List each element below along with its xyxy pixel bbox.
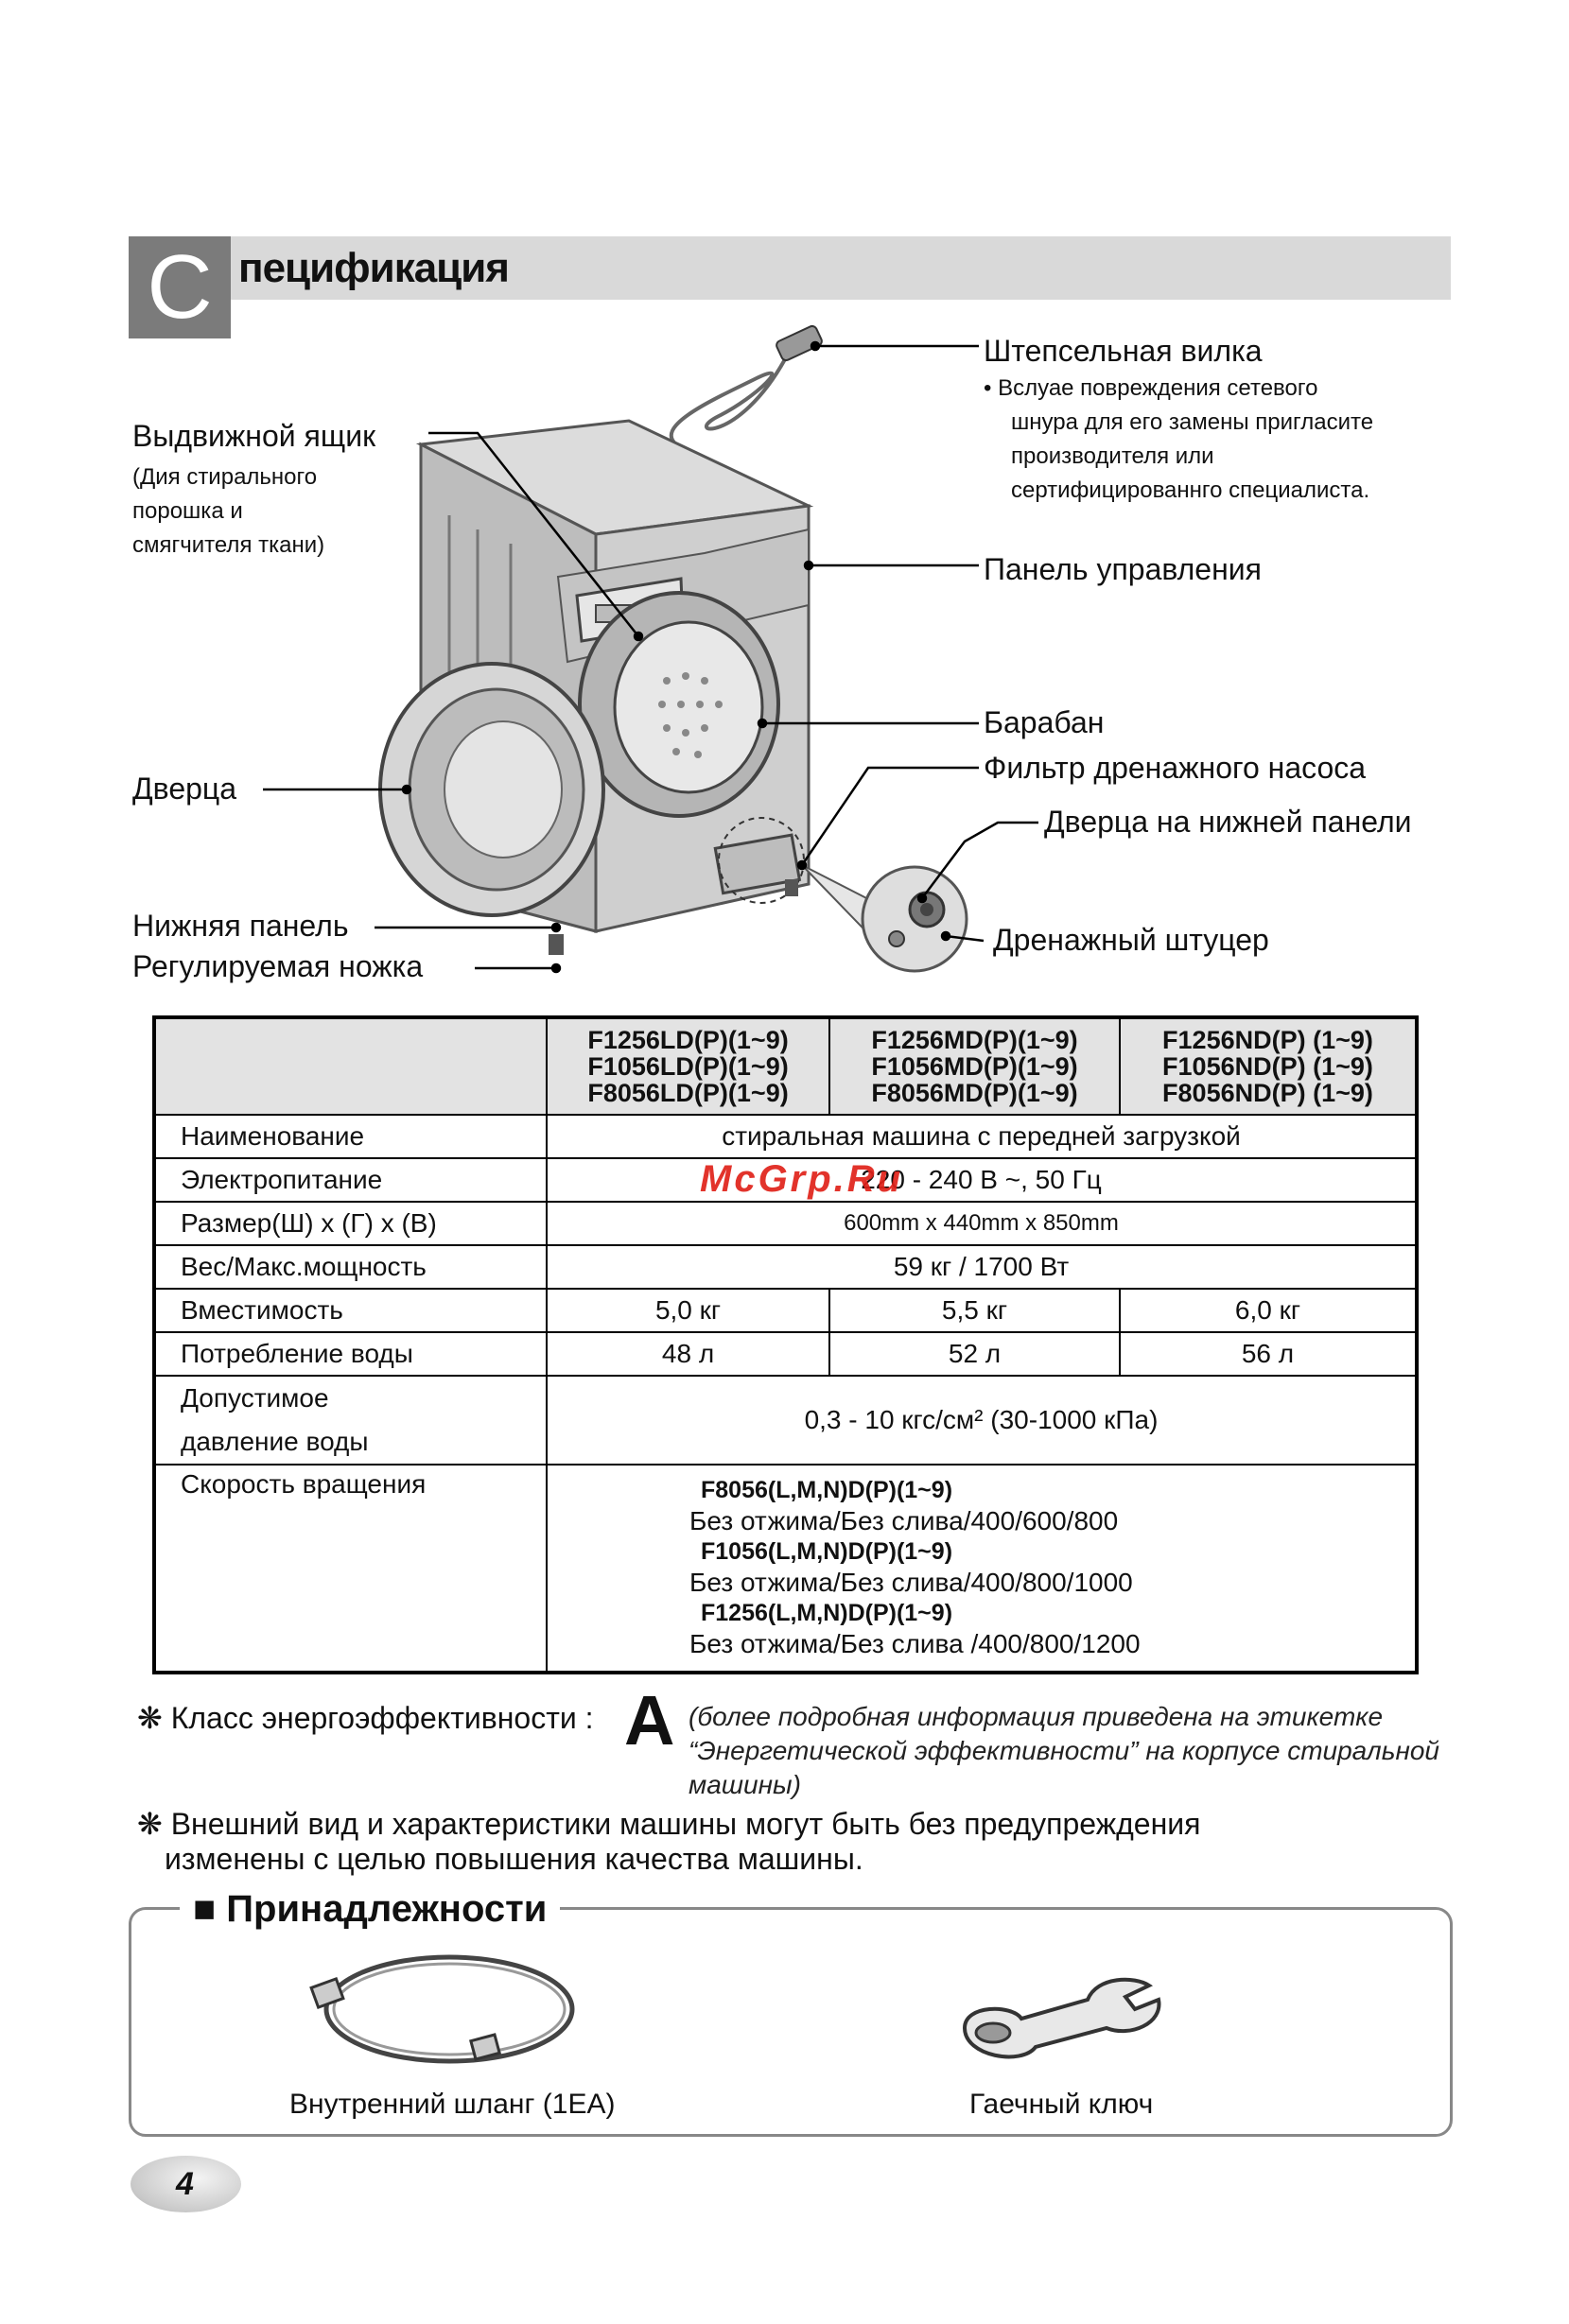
label-pump-filter: Фильтр дренажного насоса: [984, 751, 1367, 785]
page-number: 4: [176, 2166, 194, 2202]
wrench-icon: [946, 1948, 1173, 2071]
table-row: Допустимое давление воды 0,3 - 10 кгс/см² (30-1000 кПа): [154, 1376, 1417, 1465]
table-row: Вместимость 5,0 кг 5,5 кг 6,0 кг: [154, 1289, 1417, 1332]
table-row: Вес/Макс.мощность 59 кг / 1700 Вт: [154, 1245, 1417, 1289]
energy-class-badge: A: [624, 1681, 675, 1760]
table-row: Размер(Ш) x (Г) x (В) 600mm x 440mm x 850mm: [154, 1202, 1417, 1245]
label-door: Дверца: [132, 772, 237, 806]
spec-table: [152, 1015, 1419, 1674]
header-initial-letter: С: [147, 236, 213, 338]
label-lower-door: Дверца на нижней панели: [1044, 805, 1412, 839]
table-row: Наименование стиральная машина с передней загрузкой: [154, 1115, 1417, 1158]
adjustable-foot: [549, 934, 564, 955]
label-lower-panel: Нижняя панель: [132, 909, 349, 943]
change-note-line-2: изменены с целью повышения качества машины.: [165, 1842, 863, 1876]
table-row: Электропитание 220 - 240 В ~, 50 Гц: [154, 1158, 1417, 1202]
accessory-wrench-caption: Гаечный ключ: [969, 2089, 1154, 2120]
watermark: McGrp.Ru: [700, 1158, 904, 1200]
machine-door: [380, 664, 603, 915]
energy-class-label: ❋ Класс энергоэффективности :: [137, 1701, 594, 1735]
inlet-hose-icon: [303, 1943, 586, 2075]
label-drain-nozzle: Дренажный штуцер: [993, 923, 1269, 957]
drum: [615, 622, 762, 792]
page-title: пецификация: [238, 245, 509, 291]
label-adjustable-foot: Регулируемая ножка: [132, 949, 424, 983]
energy-info: (более подробная информация приведена на этикетке “Энергетической эффективности” на корпусе стиральной машины): [689, 1702, 1439, 1799]
drain-nozzle-zoom: [863, 867, 967, 971]
table-row: Скорость вращения F8056(L,M,N)D(P)(1~9) Без отжима/Без слива/400/600/800 F1056(L,M,N)D(P)(1~9) Без отжима/Без слива/400/800/1000 F1256(L,M,N)D(P)(1~9) Без отжима/Без слива /400/800/1200: [154, 1465, 1417, 1673]
label-plug-note: • Вслуае повреждения сетевого шнура для его замены пригласите производителя или сертифицированнго специалиста.: [984, 372, 1373, 508]
label-control-panel: Панель управления: [984, 552, 1262, 586]
table-row: Потребление воды 48 л 52 л 56 л: [154, 1332, 1417, 1376]
label-drawer: Выдвижной ящик: [132, 419, 376, 453]
accessory-hose-caption: Внутренний шланг (1EA): [289, 2089, 616, 2120]
plug-note-line-1: • Вслуае повреждения сетевого: [984, 375, 1318, 401]
header-empty-cell: [154, 1017, 547, 1115]
model-group-md: F1256MD(P)(1~9) F1056MD(P)(1~9) F8056MD(P)(1~9): [829, 1017, 1120, 1115]
accessories-title: ■ Принадлежности: [180, 1885, 560, 1933]
spin-speeds-cell: F8056(L,M,N)D(P)(1~9) Без отжима/Без слива/400/600/800 F1056(L,M,N)D(P)(1~9) Без отжима/Без слива/400/800/1000 F1256(L,M,N)D(P)(1~9) Без отжима/Без слива /400/800/1200: [547, 1465, 1417, 1673]
leader-pump-filter: [802, 768, 979, 865]
table-header-row: [154, 1017, 1417, 1115]
change-note-line-1: ❋ Внешний вид и характеристики машины могут быть без предупреждения: [137, 1807, 1201, 1841]
model-group-ld: F1256LD(P)(1~9) F1056LD(P)(1~9) F8056LD(P)(1~9): [547, 1017, 829, 1115]
label-plug: Штепсельная вилка: [984, 334, 1263, 368]
model-group-nd: F1256ND(P) (1~9) F1056ND(P) (1~9) F8056ND(P) (1~9): [1120, 1017, 1417, 1115]
label-drum: Барабан: [984, 705, 1105, 739]
label-drawer-note: (Дия стирального порошка и смягчителя ткани): [132, 464, 325, 558]
